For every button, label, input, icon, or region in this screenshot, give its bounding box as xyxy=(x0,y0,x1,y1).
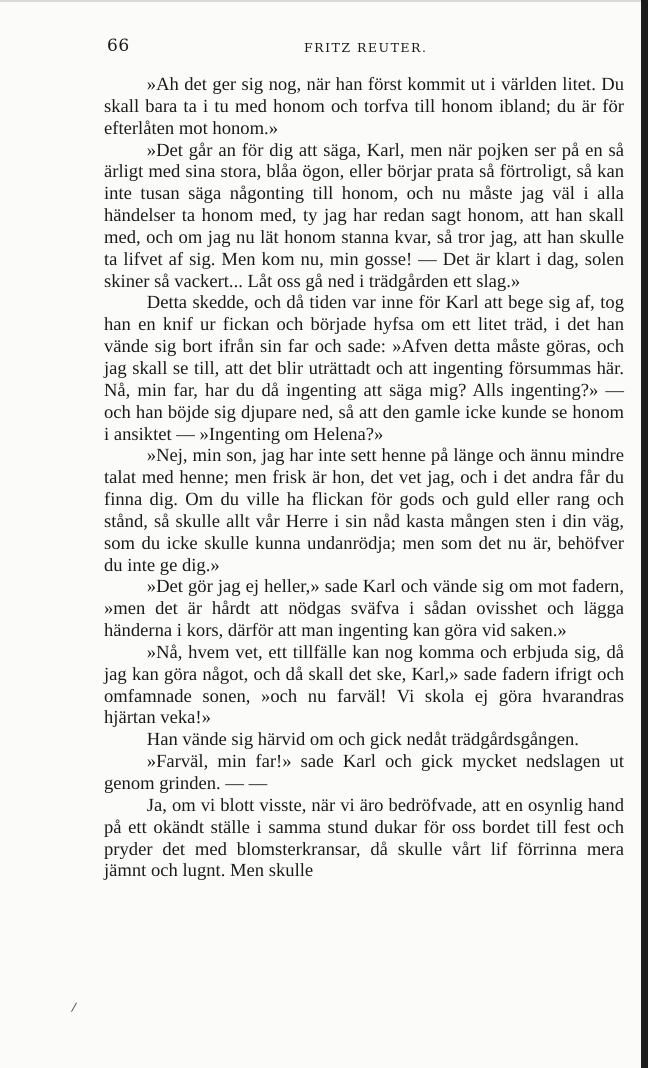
paragraph: »Ah det ger sig nog, när han först kommit ut i världen litet. Du skall bara ta i tu med honom och torfva till honom ibland; du är för efterlåten mot honom.» xyxy=(104,74,624,139)
paragraph: »Nå, hvem vet, ett tillfälle kan nog komma och erbjuda sig, då jag kan göra något, och då skall det ske, Karl,» sade fadern ifrigt och omfamnade sonen, »och nu farväl! Vi skola ej göra hvarandras hjärtan veka!» xyxy=(104,641,624,729)
stray-ink-mark: / xyxy=(70,999,78,1015)
body-text xyxy=(104,74,624,882)
paragraph: »Det går an för dig att säga, Karl, men när pojken ser på en så ärligt med sina stora, blåa ögon, eller börjar prata så förtroligt, så kan inte tusan säga någonting till honom, och nu måste jag väl i alla händelser ta honom med, ty jag har redan sagt honom, att han skall med, och om jag nu lät honom stanna kvar, så tror jag, att han skulle ta lifvet af sig. Men kom nu, min gosse! — Det är klart i dag, solen skiner så vackert... Låt oss gå ned i trädgården ett slag.» xyxy=(104,139,624,292)
paragraph: »Det gör jag ej heller,» sade Karl och vände sig om mot fadern, »men det är hårdt att nödgas sväfva i sådan ovisshet och lägga händerna i kors, därför att man ingenting kan göra vid saken.» xyxy=(104,576,624,642)
paragraph: »Farväl, min far!» sade Karl och gick mycket nedslagen ut genom grinden. — — xyxy=(104,751,624,794)
paragraph: Ja, om vi blott visste, när vi äro bedröfvade, att en osynlig hand på ett okändt ställe i samma stund dukar för oss bordet till fest och pryder det med blomsterkransar, då skulle vårt lif förrinna mera jämnt och lugnt. Men skulle xyxy=(104,794,624,882)
scan-right-edge xyxy=(641,0,648,1068)
page-number: 66 xyxy=(107,36,130,56)
paragraph: »Nej, min son, jag har inte sett henne på länge och ännu mindre talat med henne; men frisk är hon, det vet jag, och i det andra får du finna dig. Om du ville ha flickan för gods och guld eller rang och stånd, så skulle allt vår Herre i sin nåd kasta mången sten i din väg, som du icke skulle kunna undanrödja; men som det nu är, behöfver du inte ge dig.» xyxy=(104,445,624,576)
scan-top-edge xyxy=(0,0,641,2)
paragraph: Han vände sig härvid om och gick nedåt trädgårdsgången. xyxy=(146,729,579,751)
running-head: FRITZ REUTER. xyxy=(304,40,428,55)
paragraph: Detta skedde, och då tiden var inne för Karl att bege sig af, tog han en knif ur fickan och började hyfsa om ett litet träd, i det han vände sig bort ifrån sin far och sade: »Afven detta måste göras, och jag skall se till, att det blir uträttadt och att ingenting försummas här. Nå, min far, har du då ingenting att säga mig? Alls ingenting?» — och han böjde sig djupare ned, så att den gamle icke kunde se honom i ansiktet — »Ingenting om Helena?» xyxy=(104,292,624,445)
